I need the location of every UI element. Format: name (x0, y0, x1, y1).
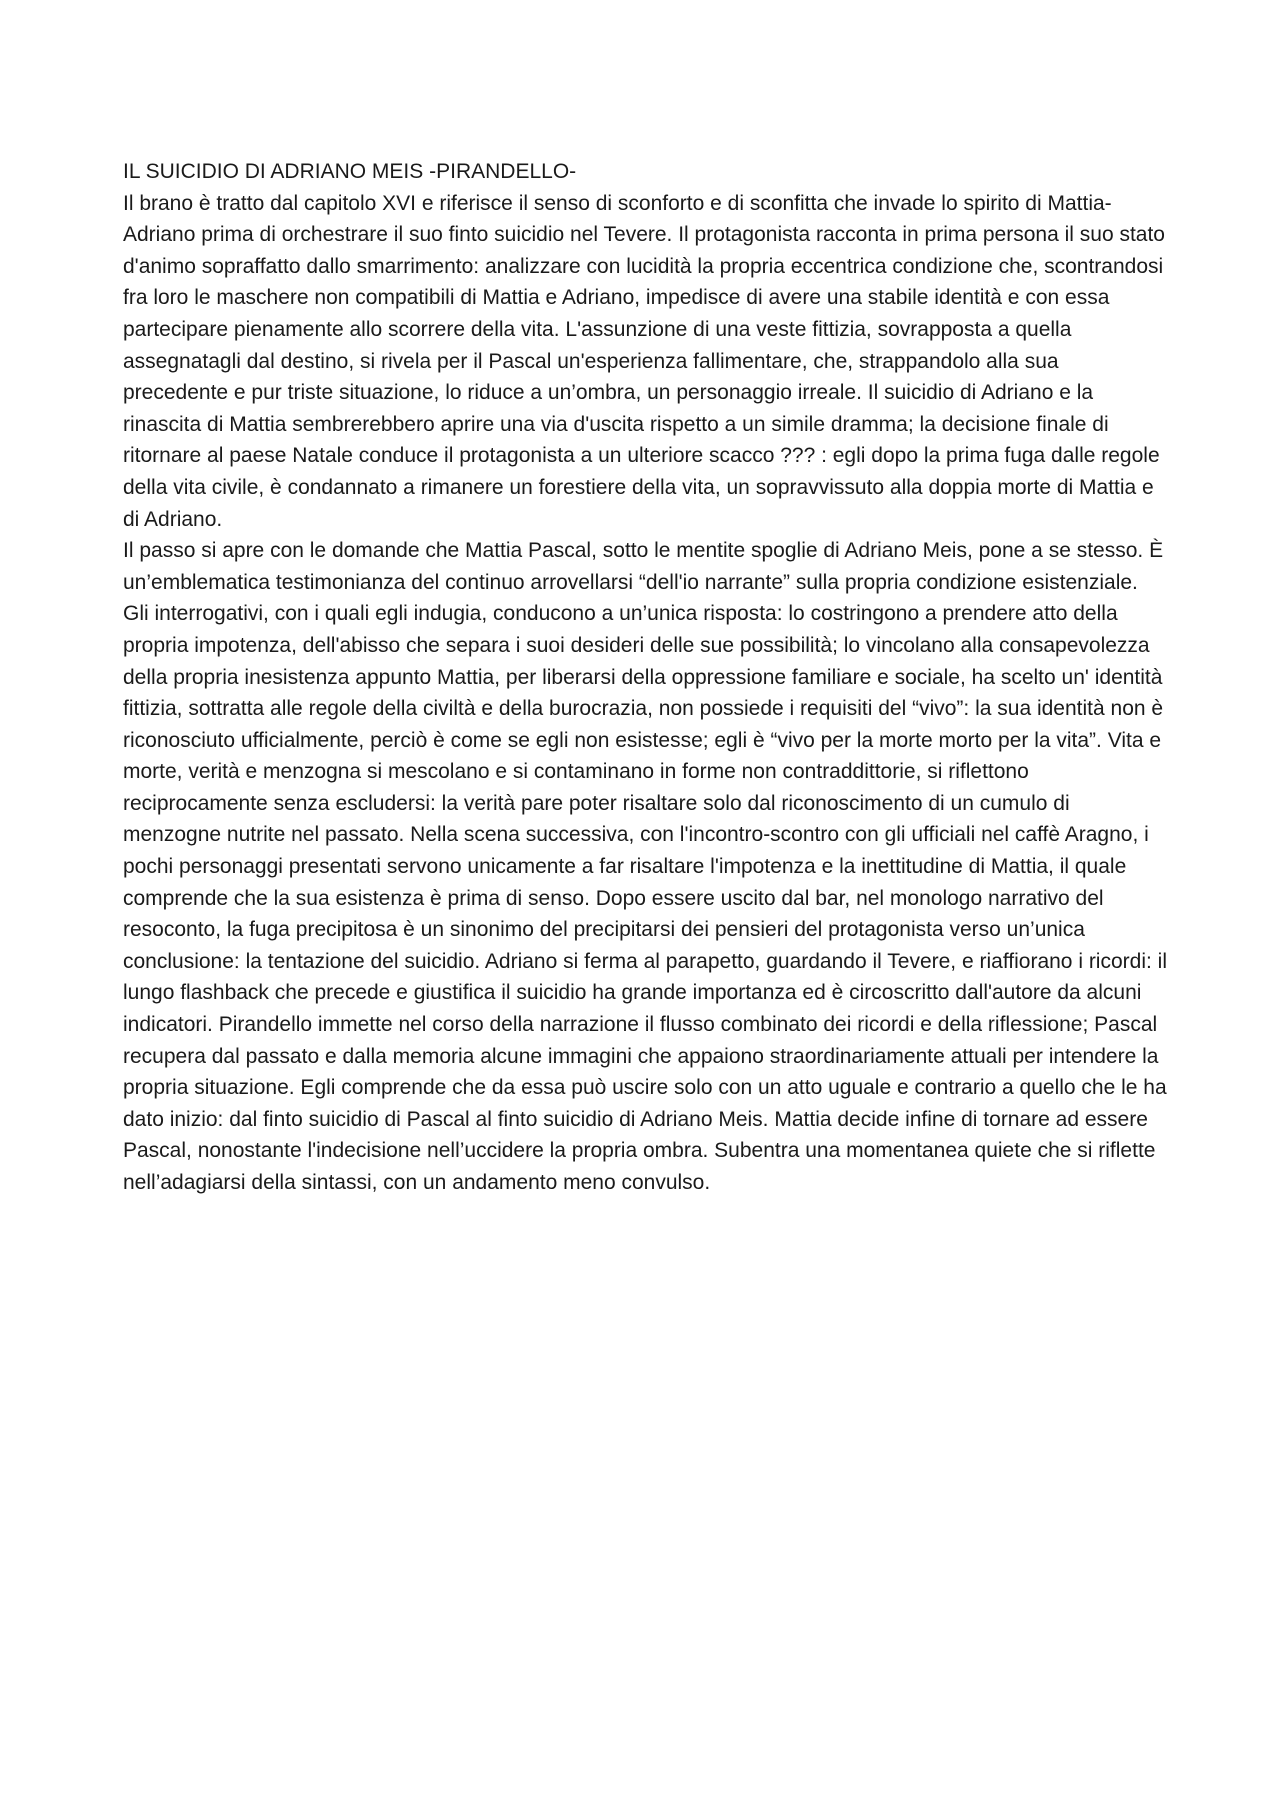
document-title: IL SUICIDIO DI ADRIANO MEIS -PIRANDELLO- (123, 160, 577, 183)
paragraph-1: Il brano è tratto dal capitolo XVI e riferisce il senso di sconforto e di sconfitta che invade lo spirito di Mattia-Adriano prima di orchestrare il suo finto suicidio nel Tevere. Il protagonista racconta in prima persona il suo stato d'animo sopraffatto dallo smarrimento: analizzare con lucidità la propria eccentrica condizione che, scontrandosi fra loro le maschere non compatibili di Mattia e Adriano, impedisce di avere una stabile identità e con essa partecipare pienamente allo scorrere della vita. L'assunzione di una veste fittizia, sovrapposta a quella assegnatagli dal destino, si rivela per il Pascal un'esperienza fallimentare, che, strappandolo alla sua precedente e pur triste situazione, lo riduce a un’ombra, un personaggio irreale. Il suicidio di Adriano e la rinascita di Mattia sembrerebbero aprire una via d'uscita rispetto a un simile dramma; la decisione finale di ritornare al paese Natale conduce il protagonista a un ulteriore scacco ??? : egli dopo la prima fuga dalle regole della vita civile, è condannato a rimanere un forestiere della vita, un sopravvissuto alla doppia morte di Mattia e di Adriano. (123, 191, 1165, 531)
document-body (123, 156, 1168, 1199)
paragraph-2: Il passo si apre con le domande che Mattia Pascal, sotto le mentite spoglie di Adriano Meis, pone a se stesso. È un’emblematica testimonianza del continuo arrovellarsi “dell'io narrante” sulla propria condizione esistenziale. Gli interrogativi, con i quali egli indugia, conducono a un’unica risposta: lo costringono a prendere atto della propria impotenza, dell'abisso che separa i suoi desideri delle sue possibilità; lo vincolano alla consapevolezza della propria inesistenza appunto Mattia, per liberarsi della oppressione familiare e sociale, ha scelto un' identità fittizia, sottratta alle regole della civiltà e della burocrazia, non possiede i requisiti del “vivo”: la sua identità non è riconosciuto ufficialmente, perciò è come se egli non esistesse; egli è “vivo per la morte morto per la vita”. Vita e morte, verità e menzogna si mescolano e si contaminano in forme non contraddittorie, si riflettono reciprocamente senza escludersi: la verità pare poter risaltare solo dal riconoscimento di un cumulo di menzogne nutrite nel passato. Nella scena successiva, con l'incontro-scontro con gli ufficiali nel caffè Aragno, i pochi personaggi presentati servono unicamente a far risaltare l'impotenza e la inettitudine di Mattia, il quale comprende che la sua esistenza è prima di senso. Dopo essere uscito dal bar, nel monologo narrativo del resoconto, la fuga precipitosa è un sinonimo del precipitarsi dei pensieri del protagonista verso un’unica conclusione: la tentazione del suicidio. Adriano si ferma al parapetto, guardando il Tevere, e riaffiorano i ricordi: il lungo flashback che precede e giustifica il suicidio ha grande importanza ed è circoscritto dall'autore da alcuni indicatori. Pirandello immette nel corso della narrazione il flusso combinato dei ricordi e della riflessione; Pascal recupera dal passato e dalla memoria alcune immagini che appaiono straordinariamente attuali per intendere la propria situazione. Egli comprende che da essa può uscire solo con un atto uguale e contrario a quello che le ha dato inizio: dal finto suicidio di Pascal al finto suicidio di Adriano Meis. Mattia decide infine di tornare ad essere Pascal, nonostante l'indecisione nell’uccidere la propria ombra. Subentra una momentanea quiete che si riflette nell’adagiarsi della sintassi, con un andamento meno convulso. (123, 539, 1167, 1194)
